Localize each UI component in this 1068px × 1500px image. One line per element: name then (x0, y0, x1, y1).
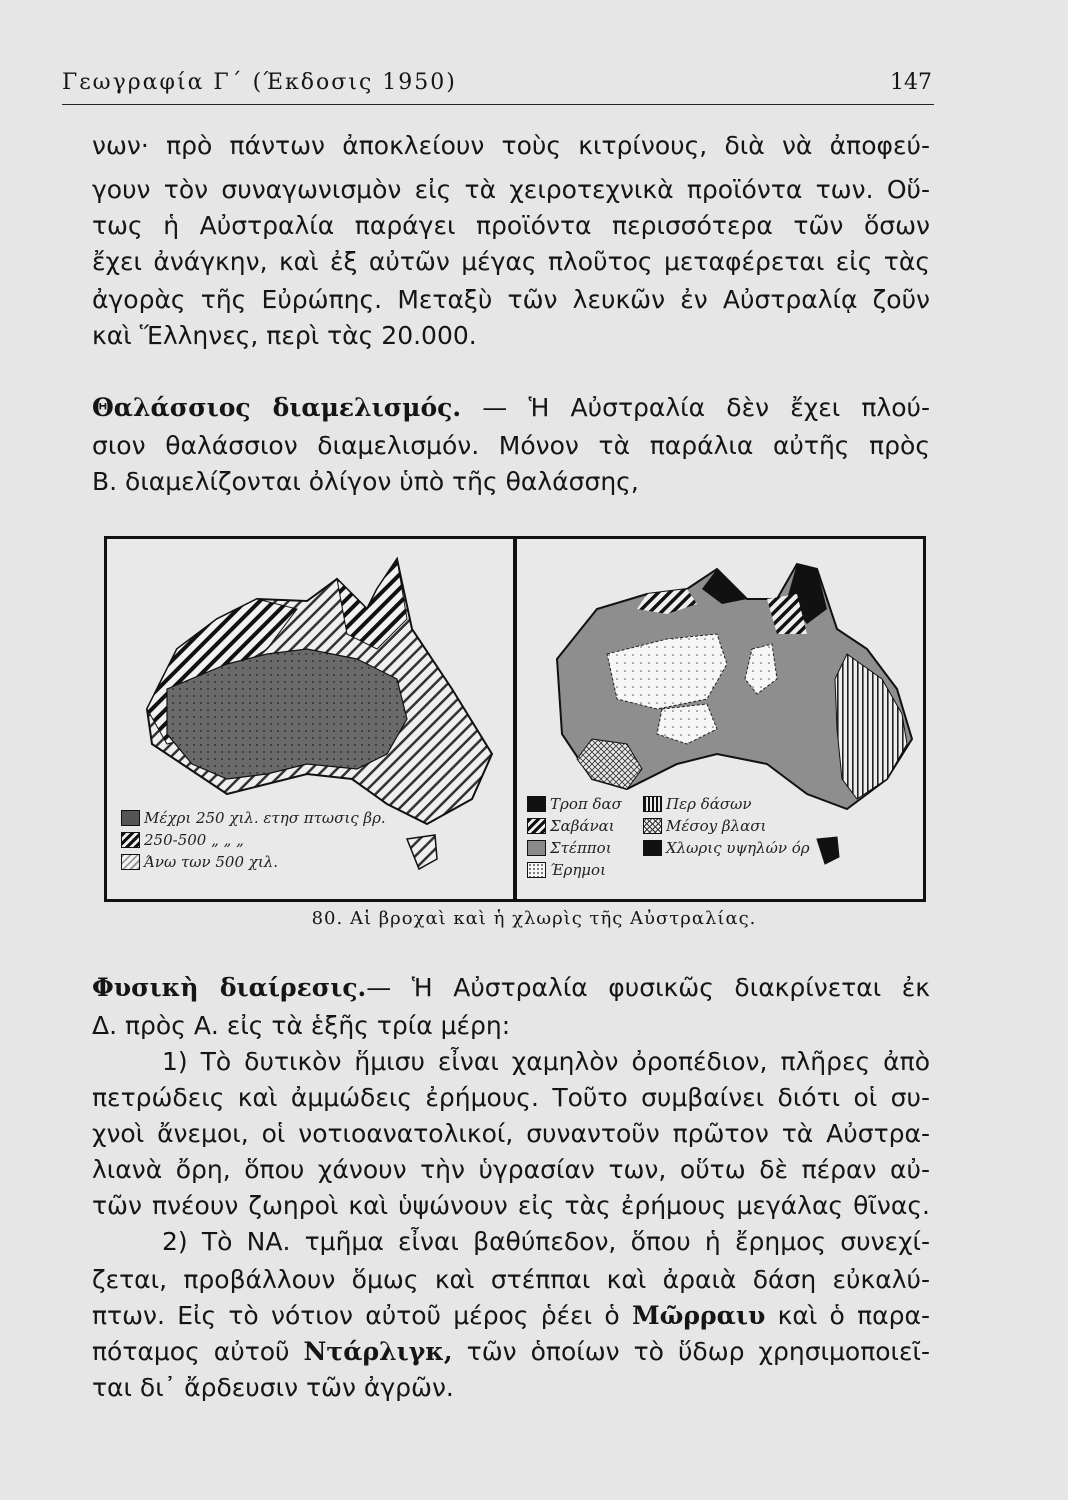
legend-label: Έρημοι (550, 861, 606, 879)
text-line (92, 1298, 930, 1334)
legend-swatch (643, 840, 662, 856)
text-line: Δ. πρὸς Α. εἰς τὰ ἑξῆς τρία μέρη: (92, 1011, 511, 1040)
text-run: — Ἡ Αὐστραλία φυσικῶς διακρίνεται ἐκ (366, 973, 930, 1002)
legend-item (527, 837, 622, 859)
legend-label: Άνω των 500 χιλ. (144, 853, 279, 871)
legend-swatch (527, 840, 546, 856)
legend-swatch (527, 818, 546, 834)
legend-label: Περ δάσων (666, 795, 752, 813)
legend-label: Στέπποι (550, 839, 612, 857)
legend-label: 250-500 „ „ „ (144, 831, 244, 849)
figure-caption: 80. Αἱ βροχαὶ καὶ ἡ χλωρὶς τῆς Αὐστραλίας. (311, 908, 757, 929)
text-line: χνοὶ ἄνεμοι, οἱ νοτιοανατολικοί, συναντοῦν πρῶτον τὰ Αὐστρα- (92, 1119, 930, 1148)
text-line: τως ἡ Αὐστραλία παράγει προϊόντα περισσότερα τῶν ὅσων (92, 211, 930, 240)
legend-item (527, 859, 622, 881)
section-heading: Θαλάσσιος διαμελισμός. (92, 393, 462, 422)
text-run: πτων. Εἰς τὸ νότιον αὐτοῦ μέρος ῥέει ὁ (92, 1301, 632, 1330)
figure-australia-maps (104, 536, 926, 902)
text-line: 2) Τὸ ΝΑ. τμῆμα εἶναι βαθύπεδον, ὅπου ἡ ἔρημος συνεχί- (162, 1227, 930, 1256)
text-run: τῶν ὁποίων τὸ ὕδωρ χρησιμοποιεῖ- (452, 1337, 931, 1366)
text-line: νων· πρὸ πάντων ἀποκλείουν τοὺς κιτρίνους, διὰ νὰ ἀποφεύ- (92, 131, 930, 160)
page-number: 147 (890, 70, 932, 95)
legend-item (643, 815, 810, 837)
text-line: ζεται, προβάλλουν ὅμως καὶ στέππαι καὶ ἀραιὰ δάση εὐκαλύ- (92, 1265, 930, 1294)
legend-swatch (121, 810, 140, 826)
book-title: Γεωγραφία Γ΄ (Έκδοσις 1950) (62, 70, 457, 95)
section-heading-line (92, 390, 930, 426)
text-line: ται δι᾽ ἄρδευσιν τῶν ἀγρῶν. (92, 1373, 454, 1402)
legend-label: Σαβάναι (550, 817, 615, 835)
legend-item (643, 793, 810, 815)
text-line: πετρώδεις καὶ ἀμμώδεις ἐρήμους. Τοῦτο συμβαίνει διότι οἱ συ- (92, 1083, 930, 1112)
vegetation-legend-col1 (527, 793, 622, 881)
vegetation-map-panel (517, 539, 923, 899)
legend-swatch (121, 832, 140, 848)
section-heading: Φυσικὴ διαίρεσις. (92, 973, 367, 1002)
legend-label: Τροπ δασ (550, 795, 622, 813)
text-line: τῶν πνέουν ζωηροὶ καὶ ὑψώνουν εἰς τὰς ἐρήμους μεγάλας θῖνας. (92, 1191, 930, 1220)
vegetation-legend-col2 (643, 793, 810, 859)
legend-label: Μέσοy βλασι (666, 817, 767, 835)
text-line (92, 1334, 930, 1370)
legend-swatch (527, 796, 546, 812)
section-heading-line (92, 970, 930, 1006)
legend-swatch (527, 862, 546, 878)
text-run: καὶ ὁ παρα- (765, 1301, 930, 1330)
text-run: πόταμος αὐτοῦ (92, 1337, 304, 1366)
text-line: λιανὰ ὄρη, ὅπου χάνουν τὴν ὑγρασίαν των, οὕτω δὲ πέραν αὐ- (92, 1155, 930, 1184)
legend-label: Χλωρις υψηλών όρ (666, 839, 810, 857)
legend-item (527, 815, 622, 837)
legend-item (527, 793, 622, 815)
legend-item (121, 829, 386, 851)
text-line: Β. διαμελίζονται ὀλίγον ὑπὸ τῆς θαλάσσης, (92, 467, 639, 496)
running-header (62, 70, 932, 104)
rainfall-legend (121, 807, 386, 873)
legend-swatch (121, 854, 140, 870)
text-line: καὶ Ἕλληνες, περὶ τὰς 20.000. (92, 321, 477, 350)
legend-swatch (643, 818, 662, 834)
text-line: ἔχει ἀνάγκην, καὶ ἐξ αὐτῶν μέγας πλοῦτος μεταφέρεται εἰς τὰς (92, 247, 930, 276)
text-line: γουν τὸν συναγωνισμὸν εἰς τὰ χειροτεχνικὰ προϊόντα των. Οὕ- (92, 175, 930, 204)
legend-item (643, 837, 810, 859)
text-run: — Ἡ Αὐστραλία δὲν ἔχει πλού- (461, 393, 930, 422)
rainfall-map-panel (107, 539, 513, 899)
header-rule (62, 104, 934, 105)
legend-swatch (643, 796, 662, 812)
text-line: ἀγορὰς τῆς Εὐρώπης. Μεταξὺ τῶν λευκῶν ἐν Αὐστραλίᾳ ζοῦν (92, 285, 930, 314)
text-line: σιον θαλάσσιον διαμελισμόν. Μόνον τὰ παράλια αὐτῆς πρὸς (92, 431, 930, 460)
legend-label: Μέχρι 250 χιλ. ετησ πτωσις βρ. (144, 809, 386, 827)
text-line: 1) Τὸ δυτικὸν ἥμισυ εἶναι χαμηλὸν ὀροπέδιον, πλῆρες ἀπὸ (162, 1047, 930, 1076)
river-name-darling: Ντάρλιγκ, (303, 1337, 453, 1366)
river-name-murray: Μῶρραιυ (631, 1301, 766, 1330)
legend-item (121, 807, 386, 829)
legend-item (121, 851, 386, 873)
